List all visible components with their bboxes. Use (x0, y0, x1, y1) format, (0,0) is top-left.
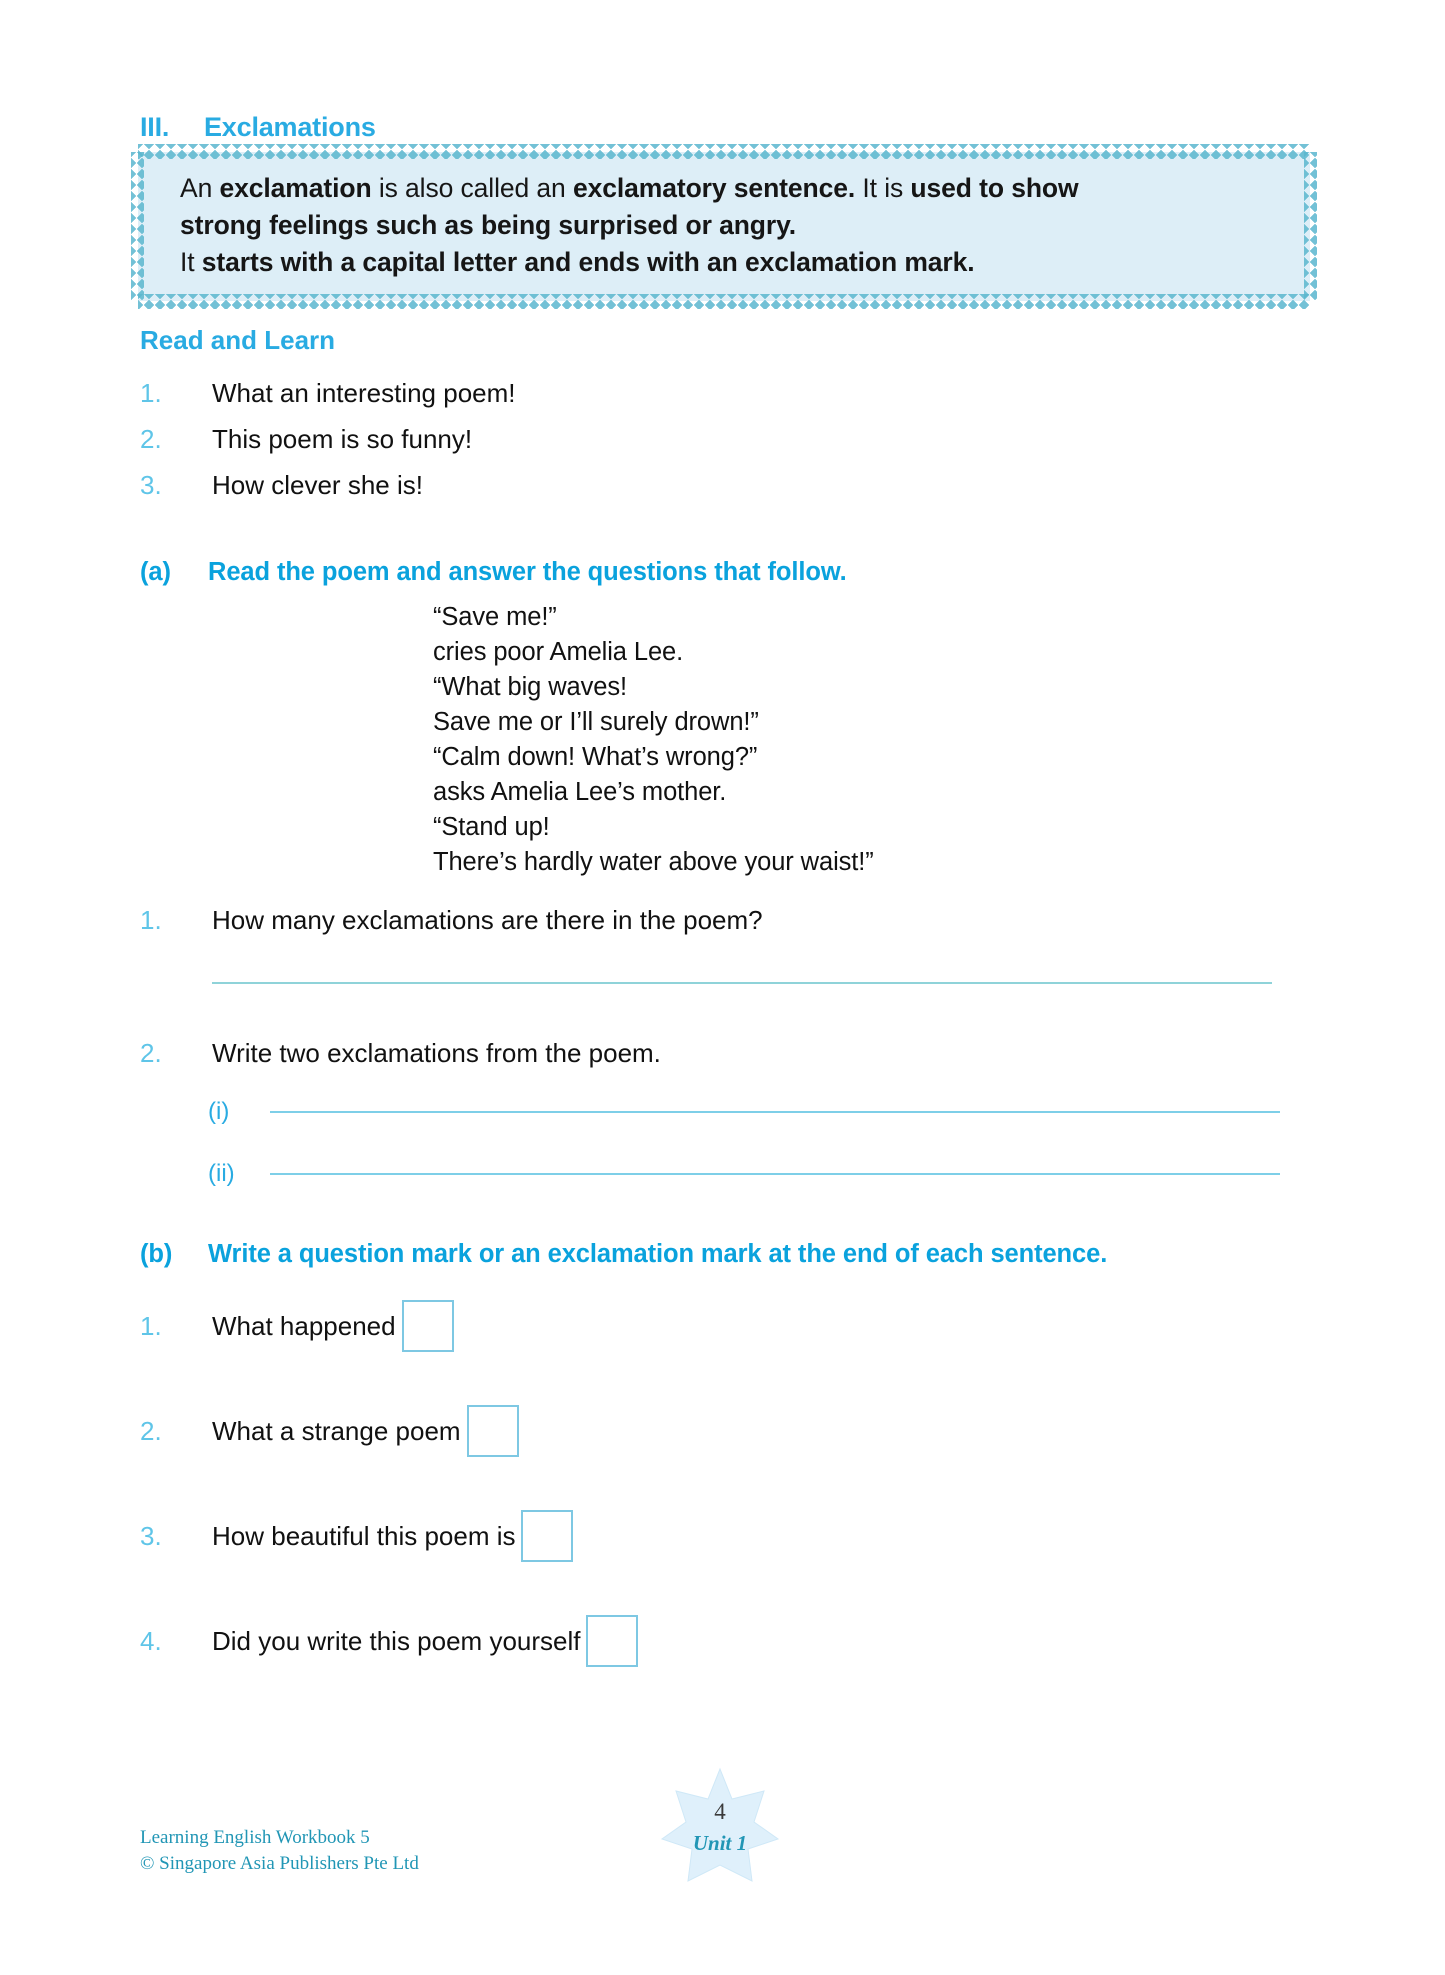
part-b-item-2 (140, 1405, 519, 1457)
poem-text (433, 600, 874, 880)
definition-term-exclamation: exclamation (219, 173, 372, 203)
punctuation-input-3[interactable] (521, 1510, 573, 1562)
list-item (140, 470, 1040, 516)
item-number: 2. (140, 1415, 162, 1446)
box-border-bottom-decoration (138, 294, 1310, 309)
example-number: 1. (140, 378, 162, 408)
definition-line-2 (180, 207, 1276, 244)
definition-term-exclamatory-sentence: exclamatory sentence. (572, 173, 856, 203)
definition-text-also-called: is also called an (371, 173, 573, 203)
answer-line-ii[interactable] (270, 1173, 1280, 1175)
footer-credits (140, 1825, 419, 1877)
part-b-item-3 (140, 1510, 573, 1562)
poem-line: There’s hardly water above your waist!” (433, 848, 874, 876)
answer-row-ii (208, 1160, 1280, 1188)
poem-line: “Stand up! (433, 813, 550, 841)
example-number: 3. (140, 470, 162, 500)
poem-line: asks Amelia Lee’s mother. (433, 778, 727, 806)
subanswer-label-i: (i) (208, 1098, 230, 1125)
part-b-heading (140, 1240, 1107, 1269)
poem-line: “Calm down! What’s wrong?” (433, 743, 758, 771)
example-text: How clever she is! (212, 470, 423, 500)
list-item (140, 424, 1040, 470)
answer-row-i (208, 1098, 1280, 1126)
punctuation-input-1[interactable] (402, 1300, 454, 1352)
poem-line: cries poor Amelia Lee. (433, 638, 684, 666)
part-b-instruction: Write a question mark or an exclamation mark at the end of each sentence. (208, 1240, 1108, 1268)
item-number: 4. (140, 1625, 162, 1656)
item-number: 1. (140, 1310, 162, 1341)
definition-line-1 (180, 170, 1276, 207)
question-number: 1. (140, 905, 162, 935)
definition-term-capital-letter-rule: starts with a capital letter and ends with an exclamation mark. (201, 247, 975, 277)
footer-book-title: Learning English Workbook 5 (140, 1827, 370, 1848)
section-title: Exclamations (204, 112, 376, 142)
item-text: What happened (212, 1310, 396, 1341)
definition-line-3 (180, 244, 1276, 281)
unit-label: Unit 1 (692, 1831, 748, 1855)
list-item (140, 378, 1040, 424)
definition-box (138, 152, 1310, 301)
part-b-item-1 (140, 1300, 454, 1352)
poem-line: “What big waves! (433, 673, 627, 701)
answer-line-a1[interactable] (212, 982, 1272, 984)
star-icon (660, 1765, 780, 1885)
poem-line: Save me or I’ll surely drown!” (433, 708, 759, 736)
part-b-label: (b) (140, 1240, 173, 1268)
item-text: What a strange poem (212, 1415, 461, 1446)
box-border-left-decoration (131, 152, 144, 301)
definition-text-an: An (180, 173, 220, 203)
definition-text-it-is: It is (855, 173, 911, 203)
footer-publisher: © Singapore Asia Publishers Pte Ltd (140, 1853, 419, 1874)
read-and-learn-list (140, 378, 1040, 516)
section-heading (140, 112, 376, 143)
read-and-learn-heading: Read and Learn (140, 325, 336, 355)
example-number: 2. (140, 424, 162, 454)
item-number: 3. (140, 1520, 162, 1551)
question-text: Write two exclamations from the poem. (212, 1038, 661, 1068)
answer-line-i[interactable] (270, 1111, 1280, 1113)
part-a-heading (140, 558, 847, 587)
part-a-label: (a) (140, 558, 171, 586)
question-number: 2. (140, 1038, 162, 1068)
item-text: Did you write this poem yourself (212, 1625, 581, 1656)
item-text: How beautiful this poem is (212, 1520, 516, 1551)
question-a2 (140, 1038, 1300, 1069)
page-number: 4 (714, 1799, 726, 1824)
question-a1 (140, 905, 1300, 936)
example-text: This poem is so funny! (212, 424, 473, 454)
poem-line: “Save me!” (433, 603, 557, 631)
definition-term-used-to-show: used to show (910, 173, 1079, 203)
part-a-instruction: Read the poem and answer the questions that follow. (208, 558, 847, 586)
section-number: III. (140, 112, 170, 142)
example-text: What an interesting poem! (212, 378, 516, 408)
subanswer-label-ii: (ii) (208, 1160, 235, 1187)
page-badge (660, 1765, 780, 1885)
punctuation-input-2[interactable] (467, 1405, 519, 1457)
box-border-top-decoration (138, 144, 1310, 159)
definition-text-it: It (180, 247, 202, 277)
part-b-item-4 (140, 1615, 638, 1667)
question-text: How many exclamations are there in the poem? (212, 905, 763, 935)
punctuation-input-4[interactable] (586, 1615, 638, 1667)
definition-term-strong-feelings: strong feelings such as being surprised or angry. (180, 210, 797, 240)
box-border-right-decoration (1304, 152, 1317, 301)
